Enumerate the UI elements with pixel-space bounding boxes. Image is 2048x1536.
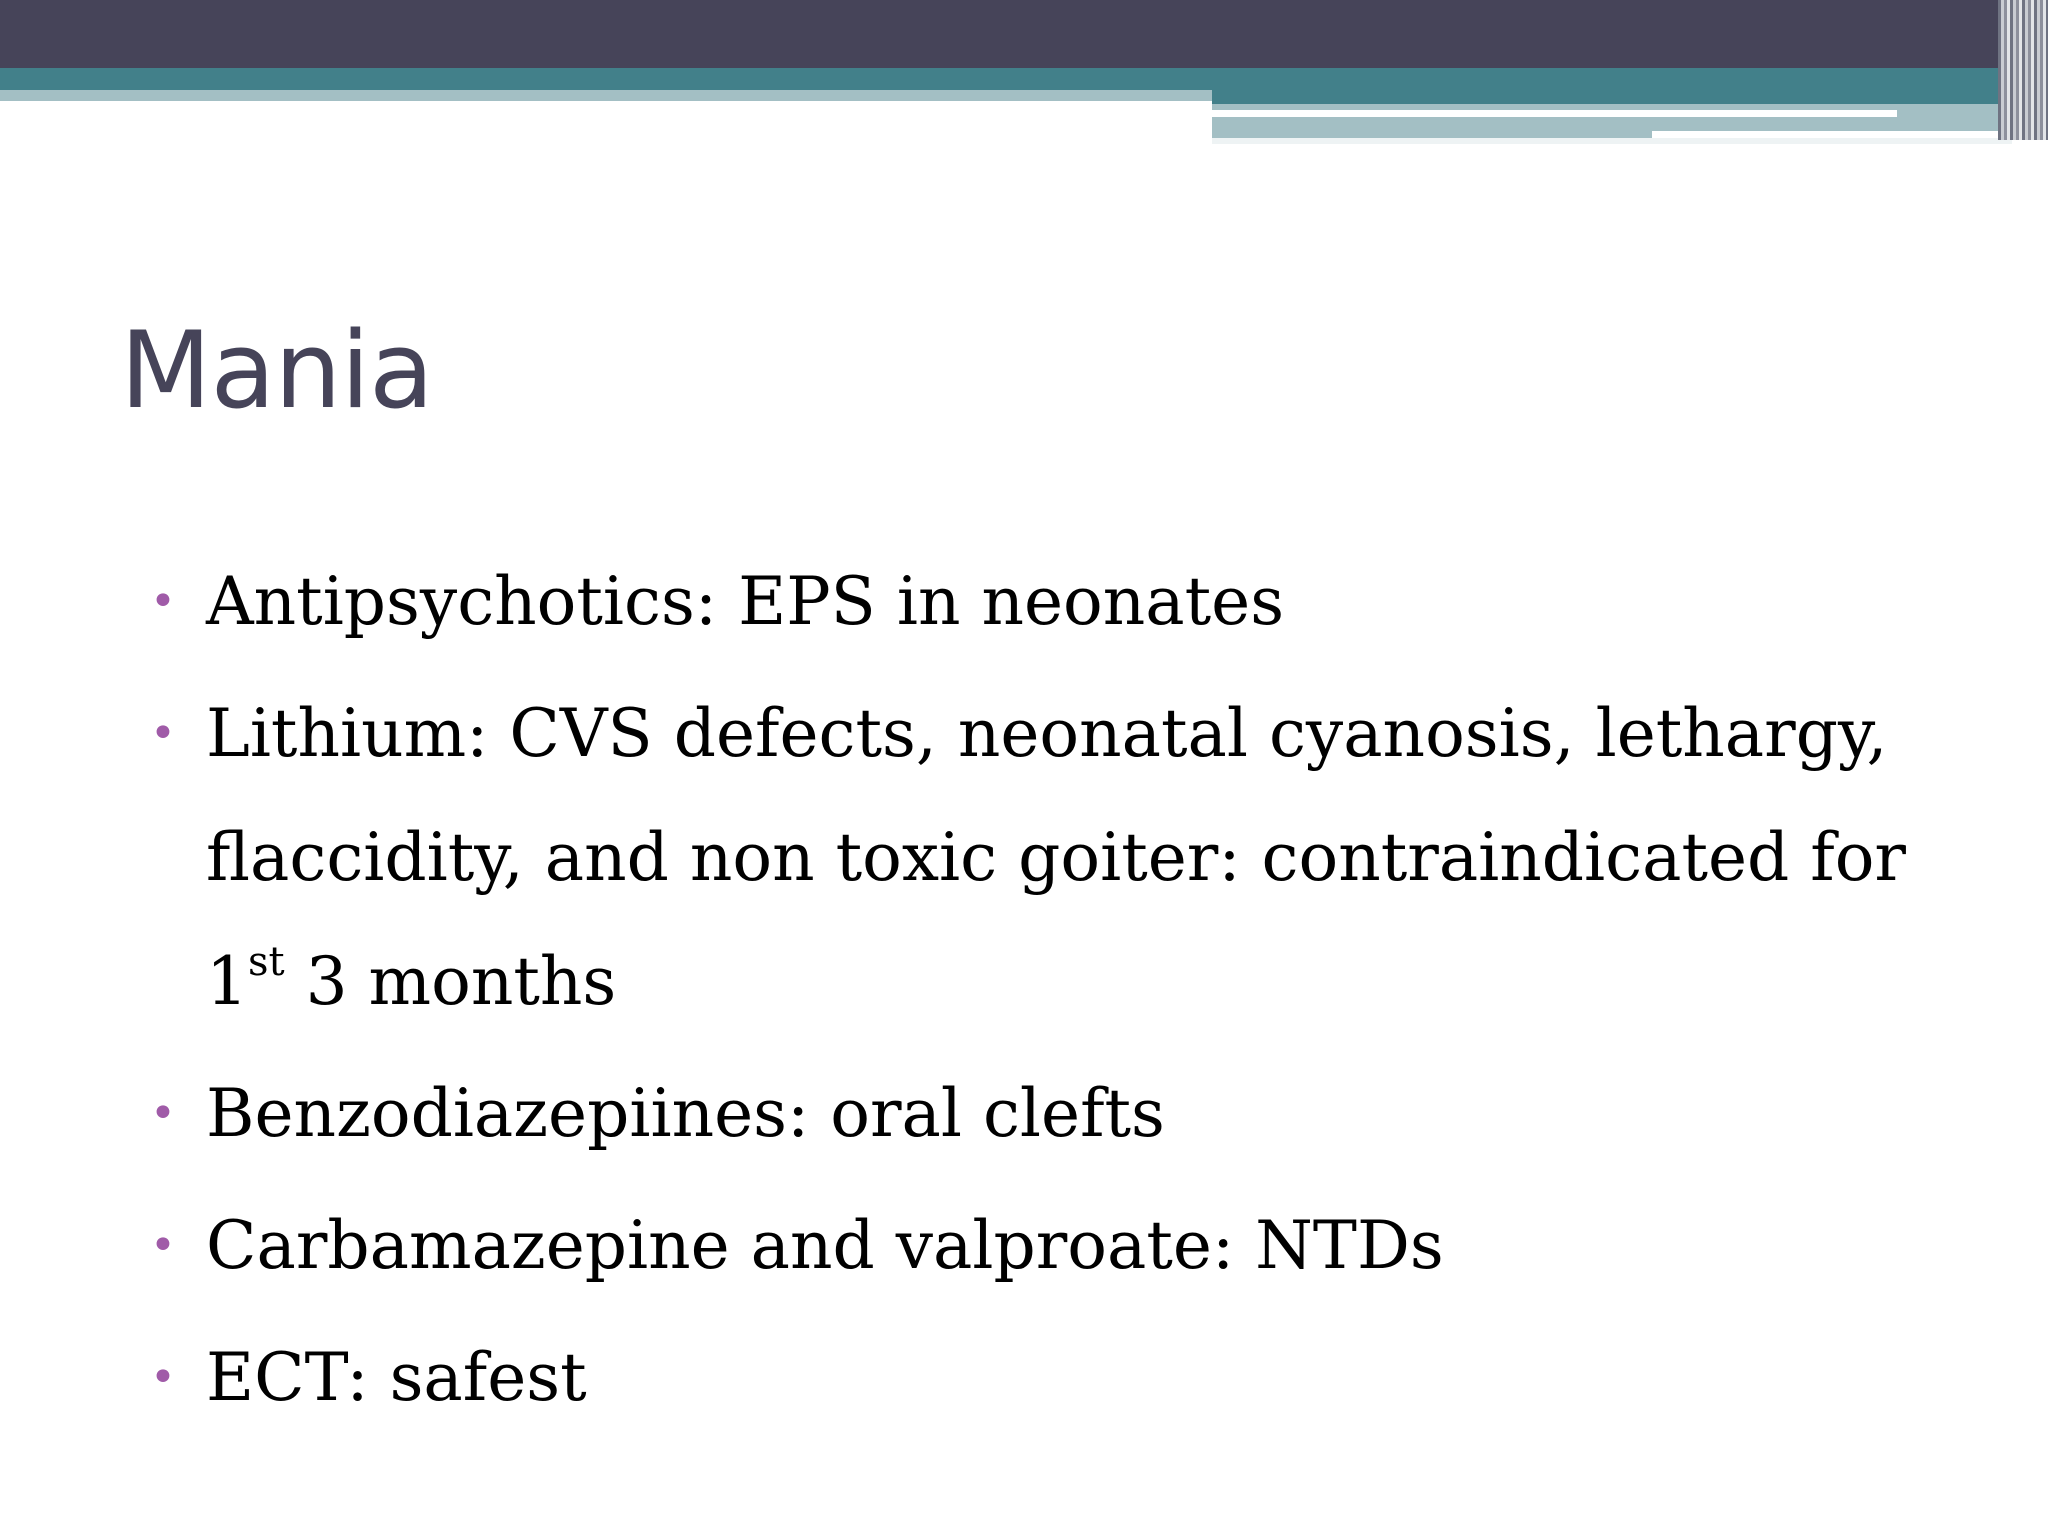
header-fade bbox=[1212, 138, 2012, 144]
bullet-text-ordinal: 1 bbox=[206, 943, 248, 1020]
slide-title: Mania bbox=[120, 309, 433, 432]
header-vertical-stripes bbox=[1998, 0, 2048, 140]
bullet-text-suffix: 3 months bbox=[284, 943, 617, 1020]
header-white-line bbox=[1212, 110, 1897, 117]
bullet-dot-icon: • bbox=[150, 1220, 176, 1271]
bullet-text-superscript: st bbox=[248, 939, 285, 985]
bullet-item-antipsychotics bbox=[148, 540, 1948, 664]
bullet-text: Lithium: CVS defects, neonatal cyanosis, lethargy, flaccidity, and non toxic goiter: contraindicated for bbox=[206, 695, 1906, 896]
header-light-band-left bbox=[0, 90, 1212, 101]
bullet-text: Antipsychotics: EPS in neonates bbox=[206, 563, 1285, 640]
bullet-text: ECT: safest bbox=[206, 1339, 587, 1416]
bullet-dot-icon: • bbox=[150, 1088, 176, 1139]
bullet-text: Carbamazepine and valproate: NTDs bbox=[206, 1207, 1444, 1284]
bullet-text: Benzodiazepiines: oral clefts bbox=[206, 1075, 1165, 1152]
header-teal-band-right bbox=[1212, 90, 2048, 104]
bullet-item-carbamazepine bbox=[148, 1184, 1948, 1308]
bullet-dot-icon: • bbox=[150, 576, 176, 627]
bullet-item-benzodiazepines bbox=[148, 1052, 1948, 1176]
bullet-list bbox=[148, 540, 1948, 1448]
header-teal-band bbox=[0, 68, 2048, 90]
bullet-dot-icon: • bbox=[150, 708, 176, 759]
bullet-item-lithium bbox=[148, 672, 1948, 1044]
header-dark-band bbox=[0, 0, 2048, 68]
bullet-item-ect bbox=[148, 1316, 1948, 1440]
bullet-dot-icon: • bbox=[150, 1352, 176, 1403]
